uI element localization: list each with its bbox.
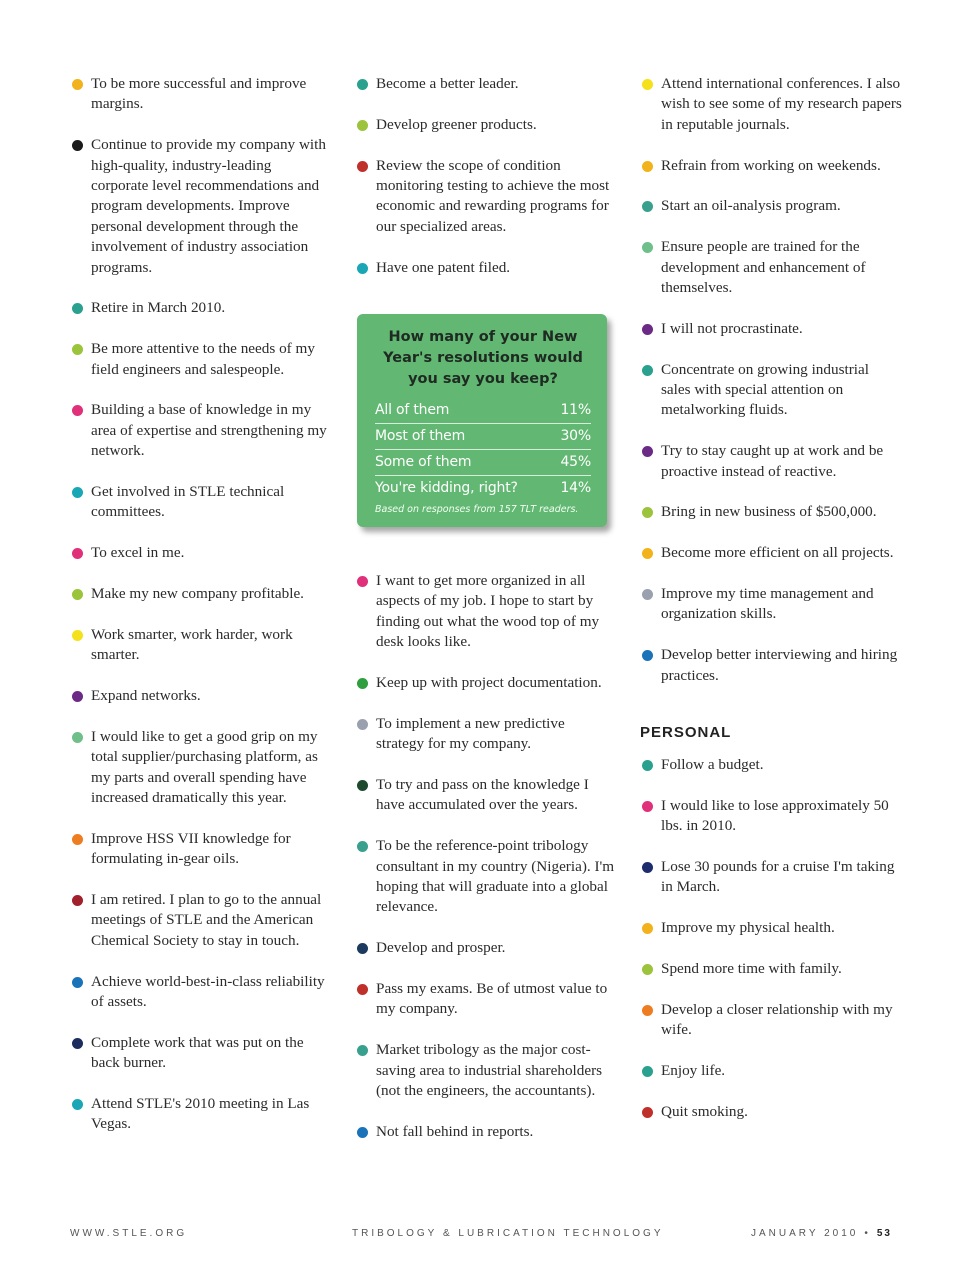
resolution-item	[640, 796, 902, 837]
bullet-dot-icon	[357, 943, 368, 954]
bullet-dot-icon	[357, 780, 368, 791]
resolution-text: To implement a new predictive strategy for my company.	[376, 714, 565, 753]
bullet-dot-icon	[642, 79, 653, 90]
poll-box	[357, 314, 607, 527]
bullet-dot-icon	[72, 1099, 83, 1110]
resolution-item	[355, 74, 615, 94]
resolution-item	[640, 441, 902, 482]
resolution-item	[70, 74, 332, 115]
bullet-dot-icon	[72, 977, 83, 988]
poll-row	[375, 424, 591, 450]
resolution-item	[640, 502, 902, 522]
footer-publication: TRIBOLOGY & LUBRICATION TECHNOLOGY	[352, 1228, 664, 1239]
resolution-text: Pass my exams. Be of utmost value to my company.	[376, 980, 608, 1018]
resolution-text: I am retired. I plan to go to the annual meetings of STLE and the American Chemical Society to stay in touch.	[91, 891, 322, 949]
resolution-text: Attend international conferences. I also wish to see some of my research papers in reputable journals.	[661, 75, 902, 133]
resolution-text: Develop better interviewing and hiring practices.	[661, 646, 898, 684]
footer-website: WWW.STLE.ORG	[70, 1228, 188, 1239]
resolution-text: Quit smoking.	[661, 1102, 748, 1120]
resolution-item	[640, 360, 902, 421]
bullet-dot-icon	[642, 862, 653, 873]
bullet-dot-icon	[72, 895, 83, 906]
resolution-text: Attend STLE's 2010 meeting in Las Vegas.	[91, 1095, 310, 1133]
resolution-text: Complete work that was put on the back burner.	[91, 1033, 304, 1072]
resolution-item	[355, 714, 615, 755]
footer-date: JANUARY 2010	[751, 1228, 859, 1239]
resolution-text: I will not procrastinate.	[661, 319, 803, 337]
bullet-dot-icon	[72, 732, 83, 743]
resolution-item	[640, 959, 902, 979]
resolution-item	[70, 135, 332, 278]
bullet-dot-icon	[642, 242, 653, 253]
bullet-dot-icon	[642, 446, 653, 457]
bullet-dot-icon	[642, 161, 653, 172]
resolution-text: Improve HSS VII knowledge for formulating in-gear oils.	[91, 829, 291, 868]
resolution-item	[355, 775, 615, 816]
bullet-dot-icon	[72, 344, 83, 355]
resolution-item	[355, 938, 615, 958]
resolution-item	[70, 972, 332, 1013]
bullet-dot-icon	[357, 841, 368, 852]
resolution-item	[640, 918, 902, 938]
resolution-text: Building a base of knowledge in my area of expertise and strengthening my network.	[91, 401, 327, 460]
resolution-text: Bring in new business of $500,000.	[661, 503, 877, 521]
resolution-item	[640, 584, 902, 625]
resolution-text: I would like to get a good grip on my total supplier/purchasing platform, as my parts and overall spending have increased dramatically this year.	[91, 727, 318, 807]
resolution-text: Get involved in STLE technical committees.	[91, 483, 285, 521]
bullet-dot-icon	[357, 678, 368, 689]
bullet-dot-icon	[642, 548, 653, 559]
poll-row	[375, 476, 591, 501]
bullet-dot-icon	[72, 303, 83, 314]
resolution-text: Develop and prosper.	[376, 939, 506, 957]
poll-answer-percent: 45%	[560, 454, 591, 471]
resolution-text: To be more successful and improve margins.	[91, 75, 307, 113]
bullet-dot-icon	[642, 964, 653, 975]
resolution-item	[70, 686, 332, 706]
resolution-text: Enjoy life.	[661, 1062, 726, 1080]
bullet-dot-icon	[642, 201, 653, 212]
resolution-item	[640, 74, 902, 135]
resolution-text: Have one patent filed.	[376, 258, 511, 276]
bullet-dot-icon	[357, 984, 368, 995]
resolution-item	[640, 857, 902, 898]
bullet-dot-icon	[357, 161, 368, 172]
resolution-item	[355, 156, 615, 238]
column-right	[640, 74, 902, 1143]
bullet-dot-icon	[357, 79, 368, 90]
poll-row	[375, 450, 591, 476]
bullet-dot-icon	[642, 324, 653, 335]
resolution-item	[640, 156, 902, 176]
bullet-dot-icon	[357, 719, 368, 730]
resolution-item	[640, 645, 902, 686]
resolution-text: Develop a closer relationship with my wife.	[661, 1000, 893, 1039]
bullet-dot-icon	[72, 548, 83, 559]
resolution-item	[70, 339, 332, 380]
poll-results	[375, 398, 591, 501]
resolution-text: Market tribology as the major cost-saving area to industrial shareholders (not the engineers, the accountants).	[376, 1041, 603, 1100]
resolution-item	[640, 1000, 902, 1041]
footer-separator: •	[864, 1228, 871, 1239]
bullet-dot-icon	[642, 1107, 653, 1118]
poll-answer-label: All of them	[375, 402, 450, 419]
resolution-item	[70, 400, 332, 461]
bullet-dot-icon	[72, 405, 83, 416]
resolution-text: Improve my physical health.	[661, 919, 835, 937]
resolution-item	[640, 1061, 902, 1081]
resolution-text: Lose 30 pounds for a cruise I'm taking in March.	[661, 858, 895, 896]
resolution-text: Start an oil-analysis program.	[661, 197, 841, 215]
resolution-item	[640, 755, 902, 775]
bullet-dot-icon	[357, 576, 368, 587]
bullet-dot-icon	[642, 365, 653, 376]
resolution-item	[355, 258, 615, 278]
resolution-item	[640, 196, 902, 216]
resolution-text: Concentrate on growing industrial sales with special attention on metalworking fluids.	[661, 360, 869, 419]
resolution-item	[70, 298, 332, 318]
resolution-item	[355, 1122, 615, 1142]
bullet-dot-icon	[72, 691, 83, 702]
resolution-text: I want to get more organized in all aspects of my job. I hope to start by finding out what the wood top of my desk looks like.	[376, 572, 600, 651]
poll-answer-percent: 14%	[560, 480, 591, 497]
resolution-text: Work smarter, work harder, work smarter.	[91, 625, 293, 664]
bullet-dot-icon	[642, 801, 653, 812]
resolution-text: To excel in me.	[91, 544, 185, 562]
resolution-item	[70, 543, 332, 563]
bullet-dot-icon	[642, 760, 653, 771]
resolution-text: Refrain from working on weekends.	[661, 156, 881, 174]
resolution-item	[70, 727, 332, 809]
bullet-dot-icon	[72, 630, 83, 641]
bullet-dot-icon	[642, 507, 653, 518]
column-middle	[355, 74, 615, 1163]
resolution-item	[70, 890, 332, 951]
column-left	[70, 74, 332, 1155]
poll-row	[375, 398, 591, 424]
section-heading-personal: PERSONAL	[640, 724, 732, 742]
bullet-dot-icon	[357, 1045, 368, 1056]
resolution-text: Ensure people are trained for the development and enhancement of themselves.	[661, 238, 866, 297]
bullet-dot-icon	[642, 1005, 653, 1016]
resolution-item	[355, 836, 615, 918]
middle-list-bottom	[355, 571, 615, 1142]
poll-answer-percent: 30%	[560, 428, 591, 445]
right-list-top	[640, 74, 902, 686]
page-number: 53	[876, 1228, 892, 1239]
poll-panel	[357, 314, 607, 527]
resolution-item	[355, 571, 615, 653]
resolution-item	[355, 673, 615, 693]
resolution-item	[70, 1094, 332, 1135]
resolution-text: Improve my time management and organization skills.	[661, 585, 874, 623]
bullet-dot-icon	[642, 589, 653, 600]
resolution-item	[640, 543, 902, 563]
resolution-text: To be the reference-point tribology consultant in my country (Nigeria). I'm hoping that will graduate into a global relevance.	[376, 837, 615, 916]
resolution-text: Review the scope of condition monitoring testing to achieve the most economic and rewarding programs for our specialized areas.	[376, 156, 610, 235]
bullet-dot-icon	[72, 589, 83, 600]
resolution-item	[640, 319, 902, 339]
resolution-text: Make my new company profitable.	[91, 585, 304, 603]
poll-answer-label: Most of them	[375, 428, 466, 445]
bullet-dot-icon	[357, 120, 368, 131]
resolution-item	[70, 482, 332, 523]
resolution-text: Achieve world-best-in-class reliability of assets.	[91, 972, 325, 1011]
resolution-text: Expand networks.	[91, 687, 201, 705]
bullet-dot-icon	[72, 834, 83, 845]
resolution-text: Follow a budget.	[661, 756, 764, 774]
resolution-text: Retire in March 2010.	[91, 299, 226, 317]
poll-answer-percent: 11%	[560, 402, 591, 419]
resolution-text: I would like to lose approximately 50 lbs. in 2010.	[661, 796, 889, 835]
bullet-dot-icon	[642, 923, 653, 934]
resolution-item	[355, 979, 615, 1020]
bullet-dot-icon	[72, 79, 83, 90]
resolution-item	[640, 1102, 902, 1122]
resolution-item	[70, 829, 332, 870]
poll-answer-label: You're kidding, right?	[375, 480, 518, 497]
resolution-item	[70, 584, 332, 604]
bullet-dot-icon	[357, 1127, 368, 1138]
poll-answer-label: Some of them	[375, 454, 472, 471]
resolution-item	[70, 625, 332, 666]
footer-page-info	[751, 1228, 892, 1239]
resolution-text: Spend more time with family.	[661, 960, 842, 978]
resolution-text: Become more efficient on all projects.	[661, 544, 894, 562]
resolution-item	[355, 115, 615, 135]
resolution-text: Not fall behind in reports.	[376, 1122, 534, 1140]
resolution-text: Continue to provide my company with high-quality, industry-leading corporate level recommendations and program developments. Improve personal development through the involvement of industry association programs.	[91, 136, 326, 276]
resolution-text: Try to stay caught up at work and be proactive instead of reactive.	[661, 442, 884, 480]
bullet-dot-icon	[357, 263, 368, 274]
resolution-text: Become a better leader.	[376, 75, 519, 92]
resolution-item	[70, 1033, 332, 1074]
resolution-item	[640, 237, 902, 298]
bullet-dot-icon	[72, 1038, 83, 1049]
poll-note: Based on responses from 157 TLT readers.	[375, 504, 579, 516]
middle-list-top	[355, 74, 615, 278]
bullet-dot-icon	[642, 650, 653, 661]
bullet-dot-icon	[642, 1066, 653, 1077]
bullet-dot-icon	[72, 140, 83, 151]
bullet-dot-icon	[72, 487, 83, 498]
resolution-text: Be more attentive to the needs of my field engineers and salespeople.	[91, 340, 315, 378]
resolution-text: To try and pass on the knowledge I have accumulated over the years.	[376, 776, 589, 814]
resolution-text: Keep up with project documentation.	[376, 674, 602, 692]
poll-question: How many of your New Year's resolutions would you say you keep?	[383, 329, 583, 388]
resolution-item	[355, 1040, 615, 1101]
right-list-personal	[640, 755, 902, 1122]
resolution-text: Develop greener products.	[376, 115, 537, 133]
